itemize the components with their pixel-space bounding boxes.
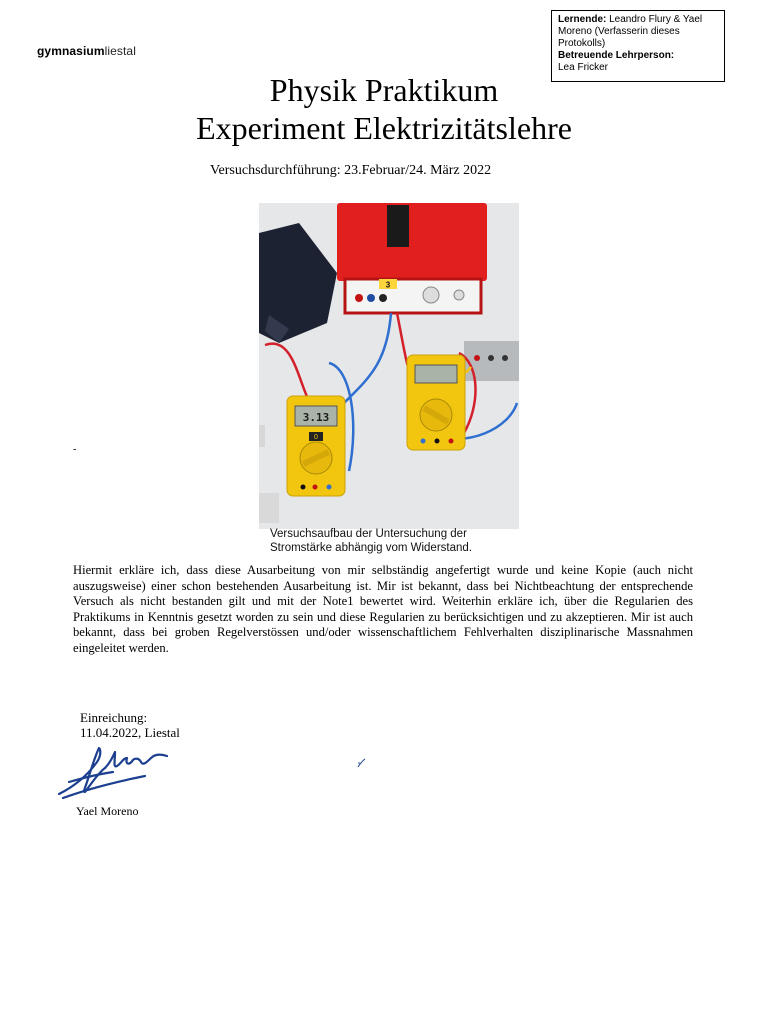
betreuende-value: Lea Fricker — [558, 62, 609, 73]
school-logo — [37, 44, 136, 58]
submission-label: Einreichung: — [80, 710, 148, 725]
page-title: Physik Praktikum — [269, 72, 499, 108]
stray-ink-mark — [356, 757, 368, 769]
meter-left-dial-label: 0 — [314, 434, 318, 441]
photo-caption — [270, 527, 472, 555]
signature-image — [55, 742, 175, 800]
experiment-photo — [259, 203, 519, 529]
page-subtitle: Experiment Elektrizitätslehre — [196, 110, 572, 146]
meter-left-display: 3.13 — [302, 411, 330, 424]
logo-light-text: liestal — [104, 44, 136, 58]
submission-date-place: 11.04.2022, Liestal — [80, 725, 180, 740]
betreuende-label: Betreuende Lehrperson: — [558, 50, 675, 61]
lernende-label: Lernende: — [558, 14, 607, 25]
experiment-date: Versuchsdurchführung: 23.Februar/24. März 2022 — [210, 163, 492, 178]
declaration-paragraph: Hiermit erkläre ich, dass diese Ausarbeitung von mir selbständig angefertigt wurde und keine Kopie (auch nicht auszugsweise) einer schon bestehenden Ausarbeitung ist. Mir ist bekannt, dass bei Nichtbeachtung der entsprechende Versuch als nicht bestanden gilt und mit der Note1 bewertet wird. Weiterhin erkläre ich, über die Regularien des Praktikums in Kenntnis gesetzt worden zu sein und diese Regularien zu berücksichtigen und zu akzeptieren. Mir ist auch bekannt, dass bei groben Regelverstössen und/oder wissenschaftlichem Fehlverhalten disziplinarische Massnahmen eingeleitet werden. — [73, 563, 693, 655]
experiment-photo-illustration — [259, 203, 519, 529]
caption-line-2: Stromstärke abhängig vom Widerstand. — [270, 542, 472, 554]
signer-name: Yael Moreno — [76, 804, 139, 818]
logo-bold-text: gymnasium — [37, 44, 105, 58]
power-supply-badge: 3 — [385, 280, 391, 290]
caption-line-1: Versuchsaufbau der Untersuchung der — [270, 528, 467, 540]
stray-mark: - — [73, 444, 77, 455]
lernende-value: Leandro Flury & Yael Moreno (Verfasserin dieses Protokolls) — [558, 14, 703, 49]
